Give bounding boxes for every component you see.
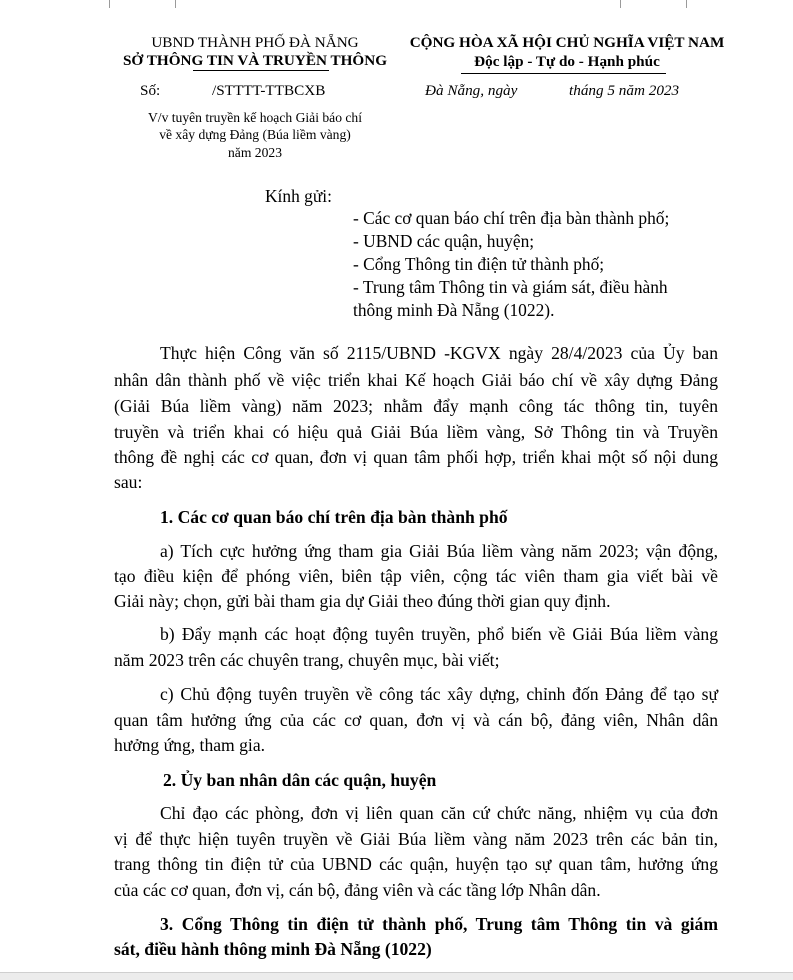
section2-line: của các cơ quan, đơn vị, cán bộ, đảng viên và các tầng lớp Nhân dân. [114,880,601,900]
section1-a-line: tạo điều kiện để phóng viên, biên tập viên, cộng tác viên tham gia viết bài về [114,566,718,586]
recipient-item: - Cổng Thông tin điện tử thành phố; [353,254,605,274]
section1-b-line: b) Đẩy mạnh các hoạt động tuyên truyền, phổ biến về Giải Búa liềm vàng [160,624,718,644]
section2-line: vị để thực hiện tuyên truyền về Giải Búa liềm vàng năm 2023 trên các bản tin, [114,829,718,849]
country-name: CỘNG HÒA XÃ HỘI CHỦ NGHĨA VIỆT NAM [409,34,725,51]
section1-c-line: c) Chủ động tuyên truyền về công tác xây dựng, chỉnh đốn Đảng để tạo sự [160,684,718,704]
section3-heading-line: sát, điều hành thông minh Đà Nẵng (1022) [114,939,432,959]
intro-line: Thực hiện Công văn số 2115/UBND -KGVX ngày 28/4/2023 của Ủy ban [160,343,718,363]
ruler-mark [686,0,687,8]
motto-underline [461,73,666,74]
section1-a-line: a) Tích cực hưởng ứng tham gia Giải Búa liềm vàng năm 2023; vận động, [160,541,718,561]
section2-line: trang thông tin điện tử của UBND các quận, huyện tạo sự quan tâm, hưởng ứng [114,854,718,874]
section2-line: Chỉ đạo các phòng, đơn vị liên quan căn cứ chức năng, nhiệm vụ của đơn [160,803,718,823]
ruler-mark [109,0,110,8]
intro-line: sau: [114,472,143,492]
section3-heading-line: 3. Cổng Thông tin điện tử thành phố, Trung tâm Thông tin và giám [160,914,718,934]
intro-line: (Giải Búa liềm vàng) năm 2023; nhằm đẩy mạnh công tác thông tin, tuyên [114,396,718,416]
section1-b-line: năm 2023 trên các chuyên trang, chuyên mục, bài viết; [114,650,500,670]
recipients-label: Kính gửi: [265,186,332,206]
section1-a-line: Giải này; chọn, gửi bài tham gia dự Giải theo đúng thời gian quy định. [114,591,611,611]
so-value: /STTTT-TTBCXB [212,82,326,99]
place-date-left: Đà Nẵng, ngày [425,82,518,99]
subject-line1: V/v tuyên truyền kế hoạch Giải báo chí [147,110,363,125]
intro-line: nhân dân thành phố về việc triển khai Kế hoạch Giải báo chí về xây dựng Đảng [114,370,718,390]
recipient-item: thông minh Đà Nẵng (1022). [353,300,555,320]
motto: Độc lập - Tự do - Hạnh phúc [474,53,660,70]
section1-heading: 1. Các cơ quan báo chí trên địa bàn thành phố [160,507,508,527]
org-underline [193,70,329,71]
subject-line2: về xây dựng Đảng (Búa liềm vàng) [159,127,351,142]
so-label: Số: [140,82,161,99]
section1-c-line: quan tâm hưởng ứng của các cơ quan, đơn vị và cán bộ, đảng viên, Nhân dân [114,710,718,730]
org-line2: SỞ THÔNG TIN VÀ TRUYỀN THÔNG [122,52,388,69]
recipient-item: - UBND các quận, huyện; [353,231,535,251]
intro-line: thông đề nghị các cơ quan, đơn vị quan tâm phối hợp, triển khai một số nội dung [114,447,718,467]
recipient-item: - Các cơ quan báo chí trên địa bàn thành phố; [353,208,670,228]
place-date-right: tháng 5 năm 2023 [569,82,680,99]
intro-line: truyền và triển khai có hiệu quả Giải Búa liềm vàng, Sở Thông tin và Truyền [114,422,718,442]
section2-heading: 2. Ủy ban nhân dân các quận, huyện [163,770,437,790]
subject-line3: năm 2023 [228,145,282,160]
ruler-mark [620,0,621,8]
ruler-mark [175,0,176,8]
section1-c-line: hưởng ứng, tham gia. [114,735,266,755]
org-line1: UBND THÀNH PHỐ ĐÀ NẴNG [151,34,359,51]
recipient-item: - Trung tâm Thông tin và giám sát, điều hành [353,277,668,297]
